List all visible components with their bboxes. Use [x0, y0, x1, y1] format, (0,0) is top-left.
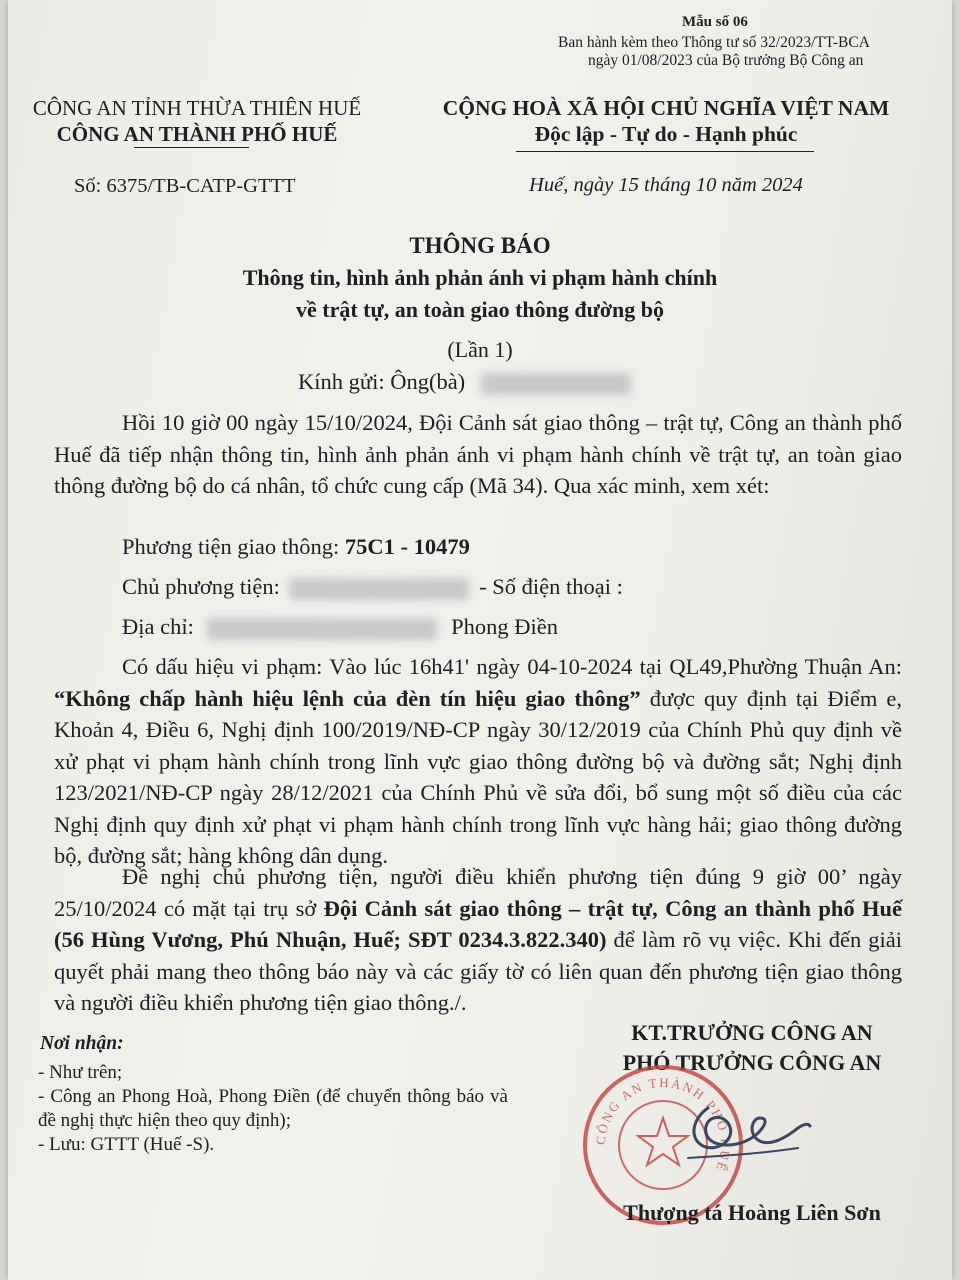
signature-line-2: PHÓ TRƯỞNG CÔNG AN	[622, 1050, 882, 1075]
paragraph-request	[54, 861, 902, 1019]
form-number: Mẫu số 06	[682, 14, 748, 30]
phone-label: - Số điện thoại :	[479, 574, 623, 599]
address-redacted	[207, 618, 437, 640]
notice-subtitle-2: về trật tự, an toàn giao thông đường bộ	[295, 297, 664, 322]
owner-line	[122, 574, 623, 600]
request-location: Đội Cảnh sát giao thông – trật tự, Công an thành phố Huế (56 Hùng Vương, Phú Nhuận, Huế; SĐT 0234.3.822.340)	[54, 895, 902, 952]
owner-name-redacted	[289, 578, 469, 600]
notice-title: THÔNG BÁO	[409, 233, 551, 258]
vehicle-line	[122, 534, 470, 560]
nation-motto: Độc lập - Tự do - Hạnh phúc	[534, 122, 798, 146]
form-issued-with: Ban hành kèm theo Thông tư số 32/2023/TT-BCA	[558, 34, 870, 51]
signer-name: Thượng tá Hoàng Liên Sơn	[623, 1200, 881, 1225]
document-page	[8, 0, 952, 1280]
violation-intro: Có dấu hiệu vi phạm: Vào lúc 16h41' ngày 04-10-2024 tại QL49,Phường Thuận An:	[122, 654, 902, 679]
recipient-name-redacted	[481, 373, 631, 395]
paragraph-intro: Hồi 10 giờ 00 ngày 15/10/2024, Đội Cảnh sát giao thông – trật tự, Công an thành phố Huế đã tiếp nhận thông tin, hình ảnh phản ánh vi phạm hành chính về trật tự, an toàn giao thông đường bộ do cá nhân, tổ chức cung cấp (Mã 34). Qua xác minh, xem xét:	[54, 410, 902, 498]
recipients-heading: Nơi nhận:	[40, 1033, 124, 1054]
recipient-item: - Lưu: GTTT (Huế -S).	[38, 1134, 215, 1155]
document-number: Số: 6375/TB-CATP-GTTT	[74, 175, 296, 197]
nation-title: CỘNG HOÀ XÃ HỘI CHỦ NGHĨA VIỆT NAM	[442, 96, 890, 120]
violation-legal-basis: được quy định tại Điểm e, Khoản 4, Điều 6, Nghị định 100/2019/NĐ-CP ngày 30/12/2019 của Chính Phủ quy định về xử phạt vi phạm hành chính trong lĩnh vực giao thông đường bộ và đường sắt; Nghị định 123/2021/NĐ-CP ngày 28/12/2021 của Chính Phủ về sửa đổi, bổ sung một số điều của các Nghị định quy định xử phạt vi phạm hành chính trong lĩnh vực hàng hải; giao thông đường bộ, đường sắt; hàng không dân dụng.	[54, 685, 902, 868]
request-instructions: để làm rõ vụ việc. Khi đến giải quyết phải mang theo thông báo này và các giấy tờ có liên quan đến phương tiện giao thông và người điều khiển phương tiện giao thông./.	[54, 927, 902, 1015]
seal-text: CÔNG AN THÀNH PHỐ HUẾ	[592, 1074, 734, 1175]
handwritten-signature	[648, 1078, 818, 1178]
signature-line-1: KT.TRƯỞNG CÔNG AN	[631, 1020, 873, 1045]
paragraph-violation	[54, 651, 902, 872]
agency-parent: CÔNG AN TỈNH THỪA THIÊN HUẾ	[32, 96, 362, 120]
notice-subtitle-1: Thông tin, hình ảnh phản ánh vi phạm hành chính	[242, 265, 718, 290]
vehicle-plate: 75C1 - 10479	[344, 534, 470, 559]
recipient-item: - Công an Phong Hoà, Phong Điền (để chuyển thông báo và đề nghị thực hiện theo quy định);	[38, 1086, 508, 1131]
motto-underline	[516, 151, 814, 152]
recipient-item: - Như trên;	[38, 1062, 123, 1083]
recipient-label: Kính gửi: Ông(bà)	[298, 369, 466, 394]
place-date: Huế, ngày 15 tháng 10 năm 2024	[529, 174, 803, 196]
notice-attempt: (Lần 1)	[447, 337, 513, 362]
address-line	[122, 614, 558, 640]
agency-underline	[134, 147, 249, 148]
address-label: Địa chỉ:	[122, 614, 194, 639]
request-intro: Đề nghị chủ phương tiện, người điều khiển phương tiện đúng 9 giờ 00’ ngày 25/10/2024 có mặt tại trụ sở	[54, 864, 902, 921]
recipient-line	[298, 369, 631, 395]
violation-description: “Không chấp hành hiệu lệnh của đèn tín hiệu giao thông”	[54, 685, 641, 711]
vehicle-label: Phương tiện giao thông:	[122, 534, 340, 559]
agency-name: CÔNG AN THÀNH PHỐ HUẾ	[56, 122, 338, 146]
recipients-list	[38, 1061, 508, 1157]
form-issued-date: ngày 01/08/2023 của Bộ trưởng Bộ Công an	[588, 52, 864, 69]
owner-label: Chủ phương tiện:	[122, 574, 280, 599]
address-tail: Phong Điền	[451, 614, 558, 639]
